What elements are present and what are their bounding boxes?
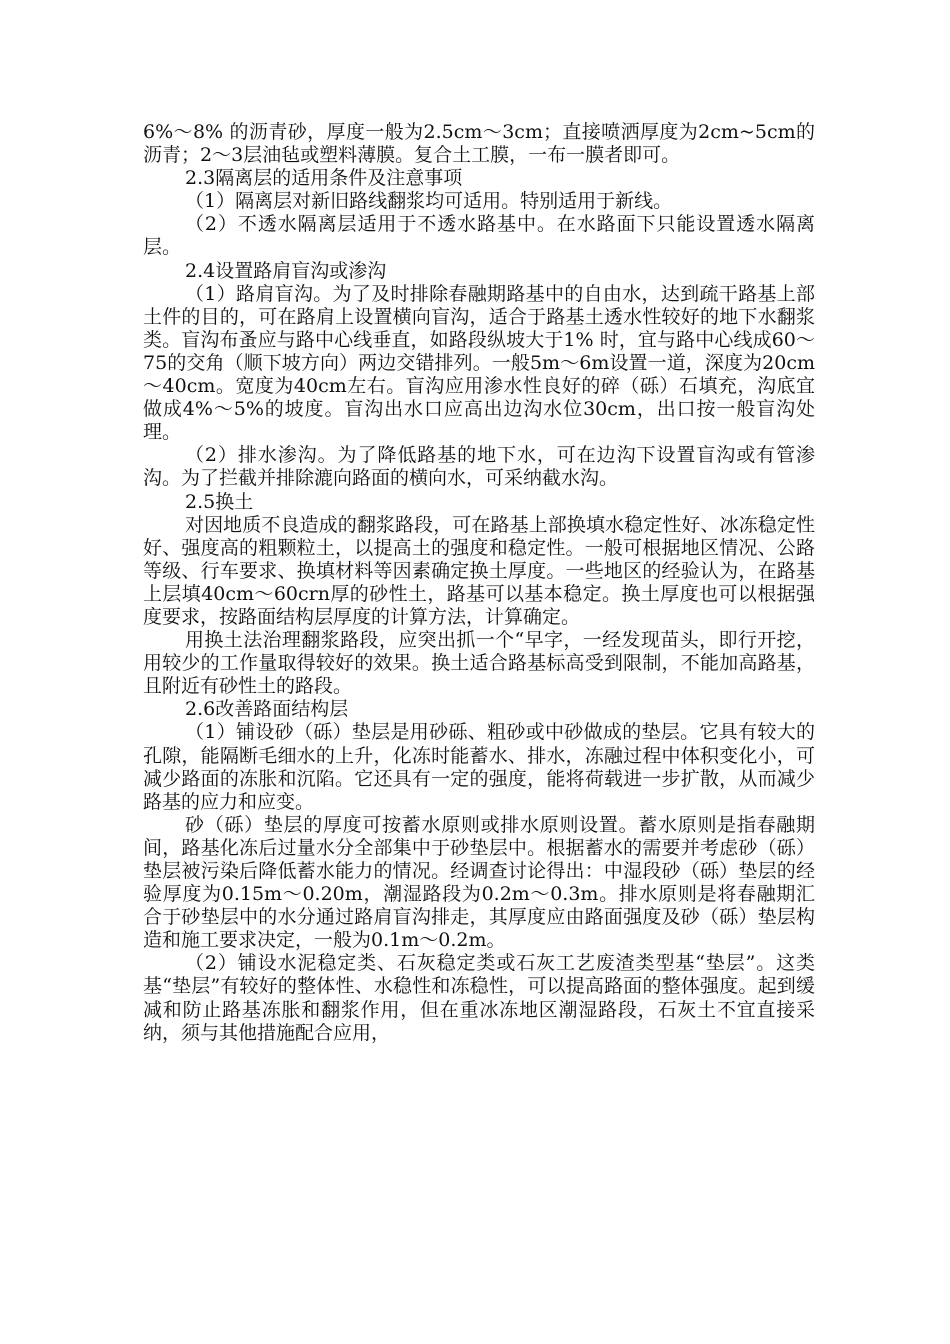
paragraph-2-6-item-1: （1）铺设砂（砾）垫层是用砂砾、粗砂或中砂做成的垫层。它具有较大的孔隙，能隔断毛细水的上升，化冻时能蓄水、排水，冻融过程中体积变化小，可减少路面的冻胀和沉陷。它还具有一定的强度，能将荷载进一步扩散，从而减少路基的应力和应变。 bbox=[143, 721, 815, 813]
paragraph-2-3-item-2: （2）不透水隔离层适用于不透水路基中。在水路面下只能设置透水隔离层。 bbox=[143, 213, 815, 259]
paragraph-2-5-body-2: 用换土法治理翻浆路段，应突出抓一个“早字，一经发现苗头，即行开挖，用较少的工作量取得较好的效果。换土适合路基标高受到限制，不能加高路基，且附近有砂性土的路段。 bbox=[143, 629, 815, 698]
paragraph-2-6-body: 砂（砾）垫层的厚度可按蓄水原则或排水原则设置。蓄水原则是指春融期间，路基化冻后过量水分全部集中于砂垫层中。根据蓄水的需要并考虑砂（砾）垫层被污染后降低蓄水能力的情况。经调查讨论得出：中湿段砂（砾）垫层的经验厚度为0.15m～0.20m，潮湿路段为0.2m～0.3m。排水原则是将春融期汇合于砂垫层中的水分通过路肩盲沟排走，其厚度应由路面强度及砂（砾）垫层构造和施工要求决定，一般为0.1m～0.2m。 bbox=[143, 813, 815, 952]
paragraph-2-6-item-2: （2）铺设水泥稳定类、石灰稳定类或石灰工艺废渣类型基“垫层”。这类基“垫层”有较好的整体性、水稳性和冻稳性，可以提高路面的整体强度。起到缓减和防止路基冻胀和翻浆作用，但在重冰冻地区潮湿路段，石灰土不宜直接采纳，须与其他措施配合应用， bbox=[143, 952, 815, 1044]
document-body bbox=[143, 121, 815, 1045]
paragraph-2-3-item-1: （1）隔离层对新旧路线翻浆均可适用。特别适用于新线。 bbox=[185, 190, 673, 213]
paragraph-2-5-body-1: 对因地质不良造成的翻浆路段，可在路基上部换填水稳定性好、冰冻稳定性好、强度高的粗颗粒土，以提高土的强度和稳定性。一般可根据地区情况、公路等级、行车要求、换填材料等因素确定换土厚度。一些地区的经验认为，在路基上层填40cm～60crn厚的砂性土，路基可以基本稳定。换土厚度也可以根据强度要求，按路面结构层厚度的计算方法，计算确定。 bbox=[143, 513, 815, 628]
heading-2-6: 2.6改善路面结构层 bbox=[185, 698, 349, 721]
heading-2-4: 2.4设置路肩盲沟或渗沟 bbox=[185, 259, 387, 282]
heading-2-5: 2.5换土 bbox=[185, 490, 254, 513]
paragraph-2-4-item-1: （1）路肩盲沟。为了及时排除春融期路基中的自由水，达到疏干路基上部土件的目的，可在路肩上设置横向盲沟，适合于路基土透水性较好的地下水翻浆类。盲沟布蚤应与路中心线垂直，如路段纵坡大于1% 时，宜与路中心线成60～75的交角（顺下坡方向）两边交错排列。一般5m～6m设置一道，深度为20cm～40cm。宽度为40cm左右。盲沟应用渗水性良好的碎（砾）石填充，沟底宜做成4%～5%的坡度。盲沟出水口应高出边沟水位30cm，出口按一般盲沟处理。 bbox=[143, 282, 815, 444]
paragraph-asphalt-sand: 6%～8% 的沥青砂，厚度一般为2.5cm～3cm；直接喷洒厚度为2cm~5cm的沥青；2～3层油毡或塑料薄膜。复合土工膜，一布一膜者即可。 bbox=[143, 121, 815, 167]
paragraph-2-4-item-2: （2）排水渗沟。为了降低路基的地下水，可在边沟下设置盲沟或有管渗沟。为了拦截并排除漉向路面的横向水，可采纳截水沟。 bbox=[143, 444, 815, 490]
heading-2-3: 2.3隔离层的适用条件及注意事项 bbox=[185, 167, 463, 190]
